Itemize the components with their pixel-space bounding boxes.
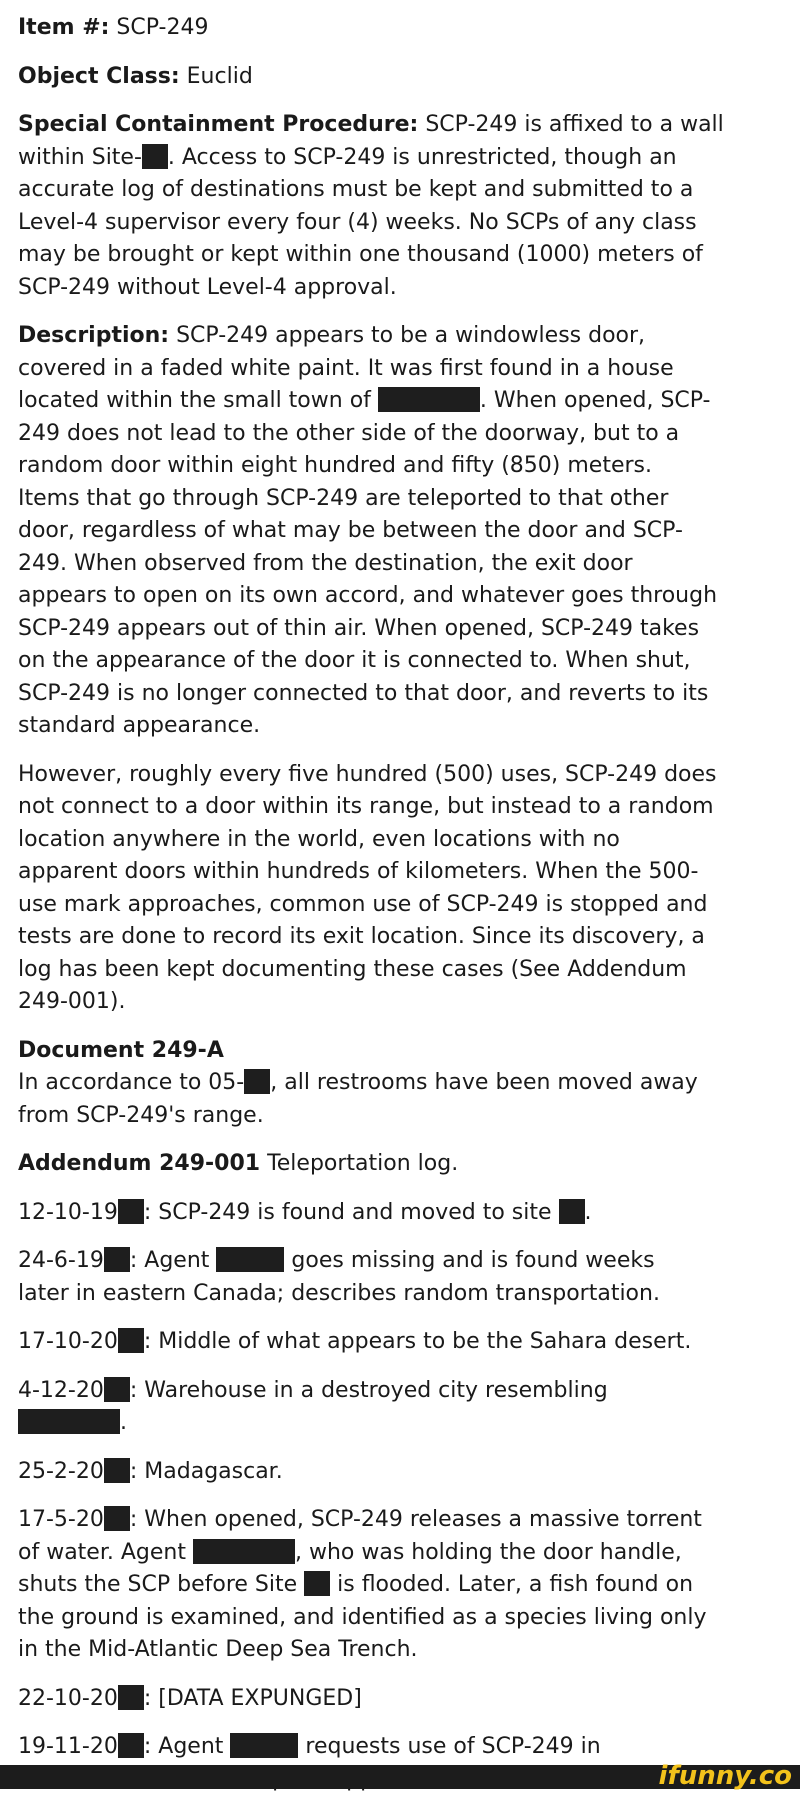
- log-entry: 17-5-20 : When opened, SCP-249 releases a massive torrent: [18, 1504, 788, 1537]
- log-entry: 12-10-19 : SCP-249 is found and moved to site .: [18, 1197, 788, 1230]
- redaction-bar: [118, 1685, 144, 1710]
- log-entry: 19-11-20 : Agent requests use of SCP-249 in: [18, 1731, 788, 1764]
- redaction-bar: [559, 1199, 585, 1224]
- redaction-bar: [118, 1328, 144, 1353]
- description-section: Description: SCP-249 appears to be a windowless door, covered in a faded white paint. It was first found in a house located within the small town of . When opened, SCP- 249 does not lead to the other side of the doorway, but to a random door within eight hundred and fifty (850) meters. Items that go through SCP-249 are teleported to that other door, regardless of what may be between the door and SCP- 249. When observed from the destination, the exit door appears to open on its own accord, and whatever goes through SCP-249 appears out of thin air. When opened, SCP-249 takes on the appearance of the door it is connected to. When shut, SCP-249 is no longer connected to that door, and reverts to its standard appearance.: [18, 320, 788, 743]
- ifunny-watermark: ifunny.co: [659, 1763, 792, 1789]
- document-title: Document 249-A: [18, 1038, 224, 1063]
- scp-document: [18, 12, 788, 1796]
- item-value: SCP-249: [109, 15, 208, 40]
- item-label: Item #:: [18, 15, 109, 40]
- redaction-bar: [378, 387, 480, 412]
- redaction-bar: [193, 1539, 295, 1564]
- redaction-bar: [118, 1199, 144, 1224]
- redaction-bar: [104, 1377, 130, 1402]
- log-entry: 22-10-20 : [DATA EXPUNGED]: [18, 1683, 788, 1716]
- redaction-bar: [216, 1247, 284, 1272]
- redaction-bar: [104, 1506, 130, 1531]
- item-number-line: [18, 12, 788, 45]
- procedure-label: Special Containment Procedure:: [18, 112, 418, 137]
- log-entry: 17-10-20 : Middle of what appears to be the Sahara desert.: [18, 1326, 788, 1359]
- containment-procedure-section: Special Containment Procedure: SCP-249 is affixed to a wall within Site- . Access to SCP-249 is unrestricted, though an accurate log of destinations must be kept and submitted to a Level-4 supervisor every four (4) weeks. No SCPs of any class may be brought or kept within one thousand (1000) meters of SCP-249 without Level-4 approval.: [18, 109, 788, 304]
- log-entry: 25-2-20 : Madagascar.: [18, 1456, 788, 1489]
- redaction-bar: [230, 1733, 298, 1758]
- addendum-heading: Addendum 249-001 Teleportation log.: [18, 1148, 788, 1181]
- redaction-bar: [18, 1409, 120, 1434]
- object-class-label: Object Class:: [18, 64, 180, 89]
- redaction-bar: [142, 144, 168, 169]
- object-class-value: Euclid: [180, 64, 253, 89]
- document-249-a-section: Document 249-A In accordance to 05- , all restrooms have been moved away from SCP-249's range.: [18, 1035, 788, 1133]
- redaction-bar: [244, 1069, 270, 1094]
- redaction-bar: [104, 1247, 130, 1272]
- log-entry: 4-12-20 : Warehouse in a destroyed city resembling: [18, 1375, 788, 1408]
- description-label: Description:: [18, 323, 169, 348]
- redaction-bar: [118, 1733, 144, 1758]
- however-paragraph: However, roughly every five hundred (500) uses, SCP-249 does not connect to a door within its range, but instead to a random location anywhere in the world, even locations with no apparent doors within hundreds of kilometers. When the 500- use mark approaches, common use of SCP-249 is stopped and tests are done to record its exit location. Since its discovery, a log has been kept documenting these cases (See Addendum 249-001).: [18, 759, 788, 1019]
- object-class-line: [18, 61, 788, 94]
- log-entry: 24-6-19 : Agent goes missing and is found weeks: [18, 1245, 788, 1278]
- redaction-bar: [304, 1571, 330, 1596]
- redaction-bar: [104, 1458, 130, 1483]
- teleportation-log: 12-10-19 : SCP-249 is found and moved to site . 24-6-19 : Agent goes missing and is found weeks later in eastern Canada; describes random transportation. 17-10-20 : Middle of what appears to be the Sahara desert. 4-12-20 : Warehouse in a destroyed city resembling . 25-2-20 : Madagascar. 17-5-20 : When opened, SCP-249 releases a massive torrent of water. Agent , who was holding the door handle, shuts the SCP before Site is flooded. Later, a fish found on the ground is examined, and identified as a species living only in the Mid-Atlantic Deep Sea Trench. 22-10-20 : [DATA EXPUNGED] 19-11-20 : Agent requests use of SCP-249 in: [18, 1197, 788, 1796]
